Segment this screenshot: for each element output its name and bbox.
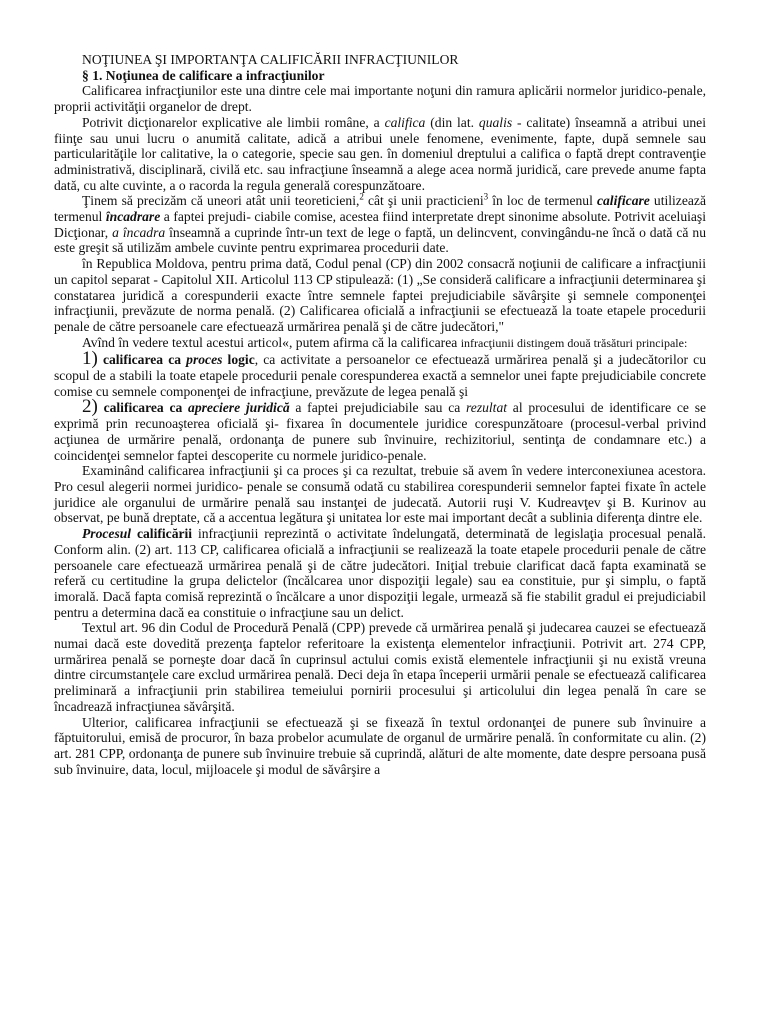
text-run: al procesului de identificare ce se exprimă prin recunoaşterea oficială şi- fixarea în documentele juridice corespunzătoare (procesul-verbal privind acţiunea de urmărire penală, ordonanţa de punere sub învinuire, rechizitoriul, sentinţa de condamnare etc.) a coincidenţei semnelor faptei descoperite cu normele juridico-penale. <box>54 400 707 463</box>
document-title: NOŢIUNEA ŞI IMPORTANŢA CALIFICĂRII INFRACŢIUNILOR <box>82 52 459 67</box>
term-rezultat: rezultat <box>466 400 508 416</box>
paragraph-2 <box>54 115 706 194</box>
term-apreciere-juridica: apreciere juridică <box>188 400 290 416</box>
text-run-bold: calificarea ca <box>103 400 189 416</box>
text-run: Ţinem să precizăm că uneori atât unii teoreticieni, <box>82 193 360 209</box>
text-run: cât şi unii practicieni <box>363 193 484 209</box>
term-qualis: qualis <box>478 114 513 130</box>
paragraph-5 <box>54 335 706 352</box>
text-run: în loc de termenul <box>488 193 597 209</box>
text-run: infracţiunii reprezintă o activitate îndelungată, determinată de legislaţia procesual penală. Conform alin. (2) art. 113 CP, calificarea oficială a infracţiunii se realizează la toate etapele procedurii penale de către persoanele care efectuează urmărirea penală şi de către judecători. Iniţial trebuie clarificat dacă fapta examinată se referă cu certitudine la grupa delictelor (încălcarea unor dispoziţii legale) sau ea constituie, pur şi simplu, o faptă imorală. Dacă fapta comisă reprezintă o încălcare a unor dispoziţii legale, urmează să fie stabilit gradul ei prejudiciabil pentru a determina dacă ea constituie o infracţiune sau un delict. <box>54 526 706 620</box>
text-run-small: infracţiunii distingem două trăsături principale: <box>460 335 688 350</box>
paragraph-6: Examinând calificarea infracţiunii şi ca proces şi ca rezultat, trebuie să avem în vedere interconexiunea acestora. Pro cesul alegerii normei juridico- penale se consumă odată cu stabilirea corespunderii semnelor faptei fixate în actele juridice ale organului de urmărire penală sau instanţei de judecată. Autorii ruşi V. Kudreavţev şi B. Kurinov au observat, pe bună dreptate, că a accentua legătura şi unitatea lor este mai important decât a sublinia diferenţa dintre ele. <box>54 463 706 526</box>
term-calificare: calificare <box>596 193 650 209</box>
term-califica: califica <box>384 114 426 130</box>
paragraph-9: Ulterior, calificarea infracţiunii se efectuează şi se fixează în textul ordonanţei de punere sub învinuire a făptuitorului, emisă de procuror, în baza probelor acumulate de organul de urmărire penală. în conformitate cu alin. (2) art. 281 CPP, ordonanţa de punere sub învinuire trebuie să cuprindă, alături de alte momente, date despre persoana pusă sub învinuire, data, locul, mijloacele şi modul de săvârşire a <box>54 714 706 777</box>
text-run: Avînd în vedere textul acestui articol«, putem afirma că la calificarea <box>82 334 461 350</box>
text-run: (din lat. <box>425 114 479 130</box>
text-run-bold: logic <box>222 352 255 368</box>
term-proces: proces <box>186 352 223 368</box>
text-run: utilizează termenul <box>54 193 706 225</box>
term-calificarii: calificării <box>131 526 193 542</box>
term-a-incadra: a încadra <box>112 224 166 240</box>
footnote-ref-3: 3 <box>483 191 489 202</box>
text-run: a faptei prejudiciabile sau ca <box>289 400 466 416</box>
term-incadrare: încadrare <box>105 209 161 225</box>
paragraph-8: Textul art. 96 din Codul de Procedură Penală (CPP) prevede că urmărirea penală şi judecarea cauzei se efectuează numai dacă este dovedită prezenţa faptelor referitoare la existenţa elementelor infracţiunii. Potrivit art. 274 CPP, urmărirea penală se porneşte doar dacă în cuprinsul actului comis există elementele infracţiunii şi nu există vreuna dintre circumstanţele care exclud urmărirea penală. Deci deja în etapa începerii urmării penale se efectuează calificarea preliminară a infracţiunii prin stabilirea temeiului pornirii procesului şi articolului din legea penală în care se încadrează infracţiunea săvârşită. <box>54 620 706 714</box>
term-procesul: Procesul <box>82 526 132 542</box>
text-run: înseamnă a cuprinde într-un text de lege o faptă, un delincvent, convingându-ne încă o dată că nu este greşit să utilizăm ambele cuvinte pentru exprimarea procedurii date. <box>54 224 706 256</box>
list-item-2 <box>54 396 707 463</box>
list-number: 1) <box>82 348 98 370</box>
list-number: 2) <box>82 396 98 418</box>
text-run: , ca activitate a persoanelor ce efectuează urmărirea penală şi a judecătorilor cu scopul de a stabili la toate etapele procedurii penale corespunderea exactă a semnelor unei fapte prejudiciabile concrete comise cu semnele componenţei de infracţiune, prevăzute de legea penală şi <box>54 352 706 399</box>
paragraph-3 <box>54 193 706 256</box>
text-run: - calitate) înseamnă a atribui unei fiinţe sau unui lucru o anumită calitate, adică a atribui unele fenomene, evenimente, fapte, după semnele sau particularităţile lor calitative, la o categorie, specie sau gen. în domeniul dreptului a califica o faptă drept contravenţie administrativă, disciplinară, civilă etc. sau infracţiune înseamnă a alege acea normă juridică, care prevede anume fapta dată, cu alte cuvinte, a o racorda la regula generală corespunzătoare. <box>54 114 706 193</box>
section-heading: § 1. Noţiunea de calificare a infracţiunilor <box>82 67 325 83</box>
list-item-1 <box>54 348 706 399</box>
text-run: a faptei prejudi- ciabile comise, acestea fiind interpretate drept sinonime absolute. Potrivit aceluiaşi Dicţionar, <box>54 209 706 240</box>
text-run: Potrivit dicţionarelor explicative ale limbii române, a <box>82 114 385 130</box>
text-run-bold: calificarea ca <box>102 352 187 368</box>
paragraph-7 <box>54 526 706 620</box>
footnote-ref-2: 2 <box>359 191 364 202</box>
paragraph-4: în Republica Moldova, pentru prima dată, Codul penal (CP) din 2002 consacră noţiunii de calificare a infracţiunii un capitol separat - Capitolul XII. Articolul 113 CP stipulează: (1) „Se consideră calificare a infracţiunii determinarea şi constatarea juridică a corespunderii exacte între semnele faptei prejudiciabile săvârşite şi semnele componenţei infracţiunii, prevăzute de norma penală. (2) Calificarea oficială a infracţiunii se efectuează la toate etapele procedurii penale de către persoanele care efectuează urmărirea penală şi de către judecători," <box>54 256 706 334</box>
paragraph-1: Calificarea infracţiunilor este una dintre cele mai importante noţuni din ramura aplicării normelor juridico-penale, proprii activităţii organelor de drept. <box>54 83 706 115</box>
